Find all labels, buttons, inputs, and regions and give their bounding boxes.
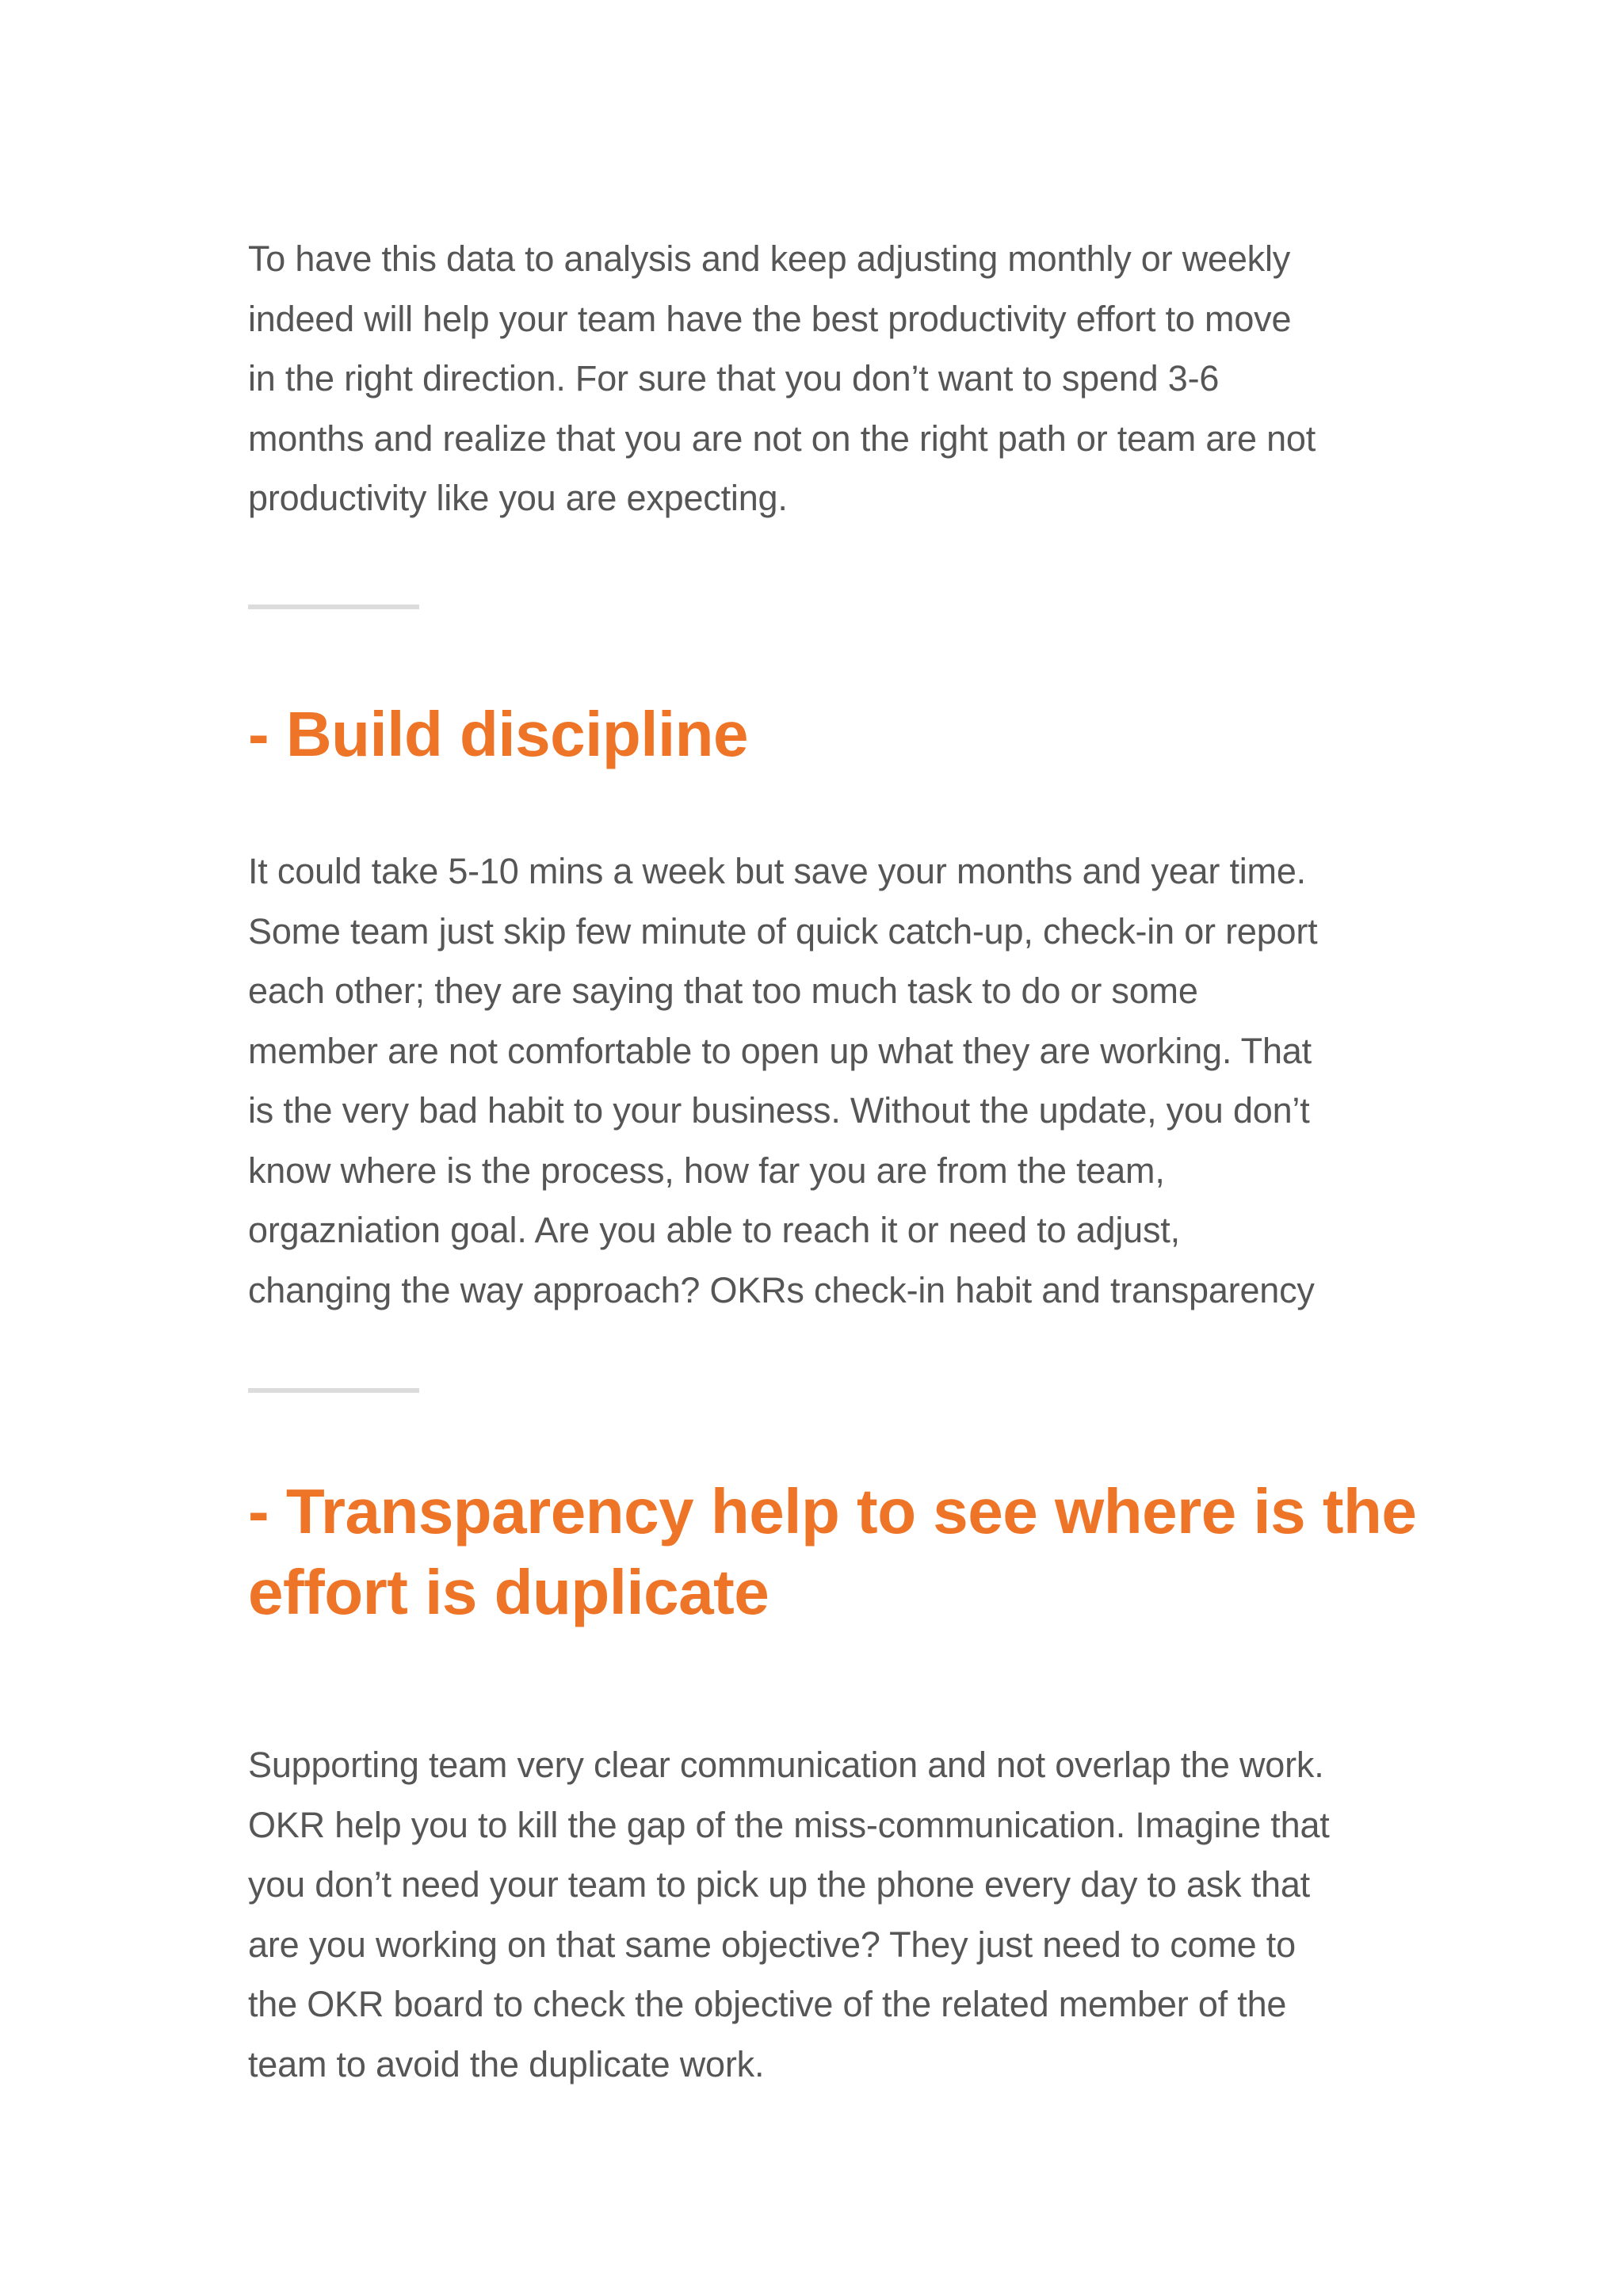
text-line: changing the way approach? OKRs check-in habit and transparency: [248, 1269, 1315, 1310]
text-line: is the very bad habit to your business. Without the update, you don’t: [248, 1090, 1310, 1131]
heading-line: effort is duplicate: [248, 1557, 769, 1627]
text-line: each other; they are saying that too much task to do or some: [248, 971, 1198, 1011]
text-line: orgazniation goal. Are you able to reach it or need to adjust,: [248, 1210, 1180, 1250]
text-line: productivity like you are expecting.: [248, 478, 788, 518]
text-line: are you working on that same objective? They just need to come to: [248, 1924, 1296, 1965]
section-divider: [248, 1388, 419, 1393]
text-line: member are not comfortable to open up what they are working. That: [248, 1030, 1312, 1071]
text-line: Some team just skip few minute of quick catch-up, check-in or report: [248, 910, 1318, 952]
text-line: It could take 5-10 mins a week but save your months and year time.: [248, 851, 1306, 891]
discipline-paragraph: [248, 841, 1484, 1320]
text-line: you don’t need your team to pick up the phone every day to ask that: [248, 1864, 1310, 1905]
section-heading-discipline: [248, 694, 1532, 775]
text-line: know where is the process, how far you are from the team,: [248, 1150, 1165, 1191]
text-line: Supporting team very clear communication and not overlap the work.: [248, 1745, 1324, 1785]
section-heading-transparency: [248, 1471, 1532, 1633]
text-line: OKR help you to kill the gap of the miss-communication. Imagine that: [248, 1804, 1330, 1845]
text-line: months and realize that you are not on the right path or team are not: [248, 418, 1316, 459]
section-divider: [248, 605, 419, 609]
text-line: the OKR board to check the objective of the related member of the: [248, 1984, 1287, 2024]
text-line: team to avoid the duplicate work.: [248, 2043, 765, 2084]
transparency-paragraph: [248, 1735, 1484, 2094]
intro-paragraph: [248, 229, 1484, 528]
heading-line: - Transparency help to see where is the: [248, 1476, 1417, 1547]
text-line: To have this data to analysis and keep adjusting monthly or weekly: [248, 238, 1291, 279]
text-line: in the right direction. For sure that you don’t want to spend 3-6: [248, 358, 1220, 399]
text-line: indeed will help your team have the best productivity effort to move: [248, 298, 1292, 339]
heading-line: - Build discipline: [248, 699, 749, 769]
